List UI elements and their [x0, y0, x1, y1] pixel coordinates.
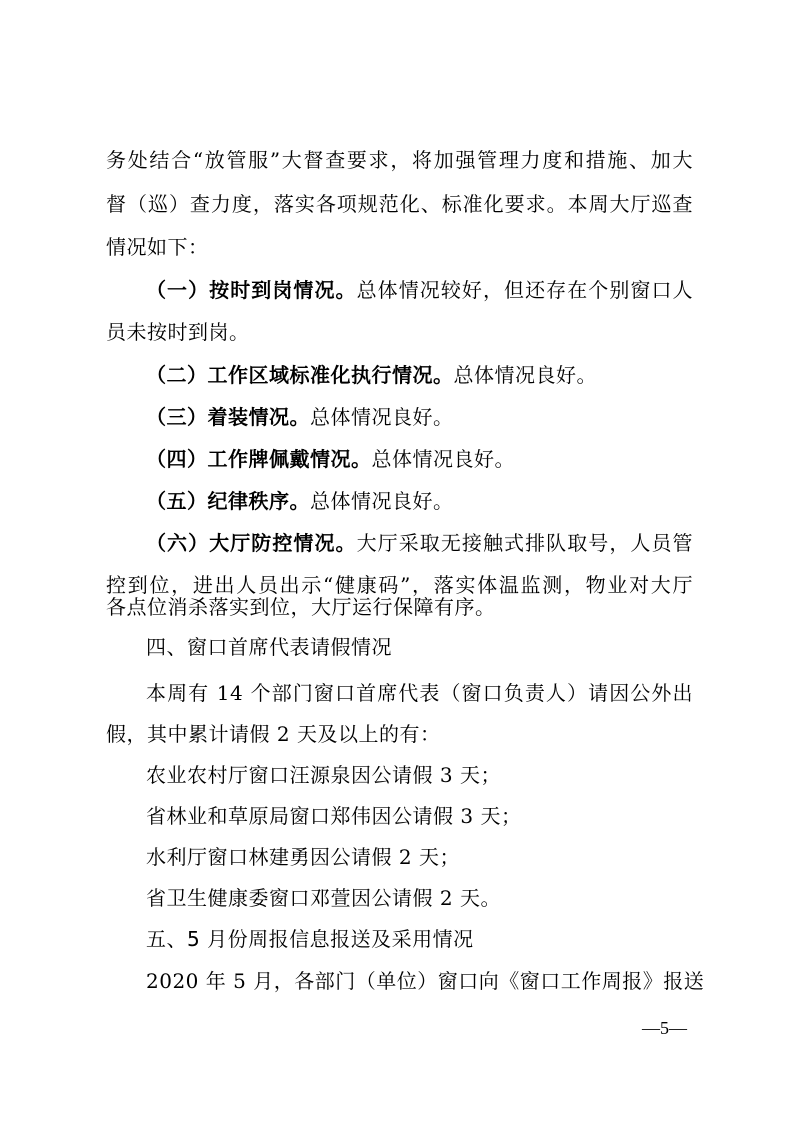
- inspection-item-2: [146, 362, 597, 388]
- item-6-continuation-1: 控到位，进出人员出示“健康码”，落实体温监测，物业对大厅: [106, 573, 693, 597]
- item-1-text: 总体情况较好，但还存在个别窗口人: [356, 278, 694, 302]
- item-5-text: 总体情况良好。: [310, 489, 454, 513]
- item-4-label: （四）工作牌佩戴情况。: [146, 447, 372, 471]
- item-2-text: 总体情况良好。: [453, 363, 597, 387]
- inspection-item-5: [146, 488, 454, 514]
- body-line-3: 情况如下：: [106, 235, 209, 259]
- item-4-text: 总体情况良好。: [371, 447, 515, 471]
- item-6-continuation-2: 各点位消杀落实到位，大厅运行保障有序。: [106, 595, 496, 619]
- section-5-heading: 五、5 月份周报信息报送及采用情况: [146, 927, 474, 951]
- page-number: —5—: [642, 1018, 687, 1038]
- leave-list-item: 水利厅窗口林建勇因公请假 2 天；: [146, 845, 460, 869]
- section-5-paragraph-line-1: 2020 年 5 月，各部门（单位）窗口向《窗口工作周报》报送: [146, 969, 705, 993]
- item-6-text: 大厅采取无接触式排队取号，人员管: [356, 531, 694, 555]
- leave-list-item: 省卫生健康委窗口邓萱因公请假 2 天。: [146, 886, 501, 910]
- inspection-item-4: [146, 446, 515, 472]
- inspection-item-1: [146, 277, 693, 303]
- item-3-text: 总体情况良好。: [310, 405, 454, 429]
- inspection-item-6: [146, 530, 693, 556]
- item-3-label: （三）着装情况。: [146, 405, 310, 429]
- leave-list-item: 省林业和草原局窗口郑伟因公请假 3 天；: [146, 804, 522, 828]
- section-4-heading: 四、窗口首席代表请假情况: [146, 635, 392, 659]
- item-1-label: （一）按时到岗情况。: [146, 278, 357, 302]
- item-2-label: （二）工作区域标准化执行情况。: [146, 363, 454, 387]
- body-line-1: 务处结合“放管服”大督查要求，将加强管理力度和措施、加大: [106, 148, 693, 172]
- item-1-continuation: 员未按时到岗。: [106, 320, 250, 344]
- inspection-item-3: [146, 404, 454, 430]
- body-line-2: 督（巡）查力度，落实各项规范化、标准化要求。本周大厅巡查: [106, 192, 693, 216]
- section-4-paragraph-line-1: 本周有 14 个部门窗口首席代表（窗口负责人）请因公外出: [146, 681, 693, 705]
- item-6-label: （六）大厅防控情况。: [146, 531, 357, 555]
- item-5-label: （五）纪律秩序。: [146, 489, 310, 513]
- section-4-paragraph-line-2: 假，其中累计请假 2 天及以上的有：: [106, 722, 441, 746]
- leave-list-item: 农业农村厅窗口汪源泉因公请假 3 天；: [146, 763, 501, 787]
